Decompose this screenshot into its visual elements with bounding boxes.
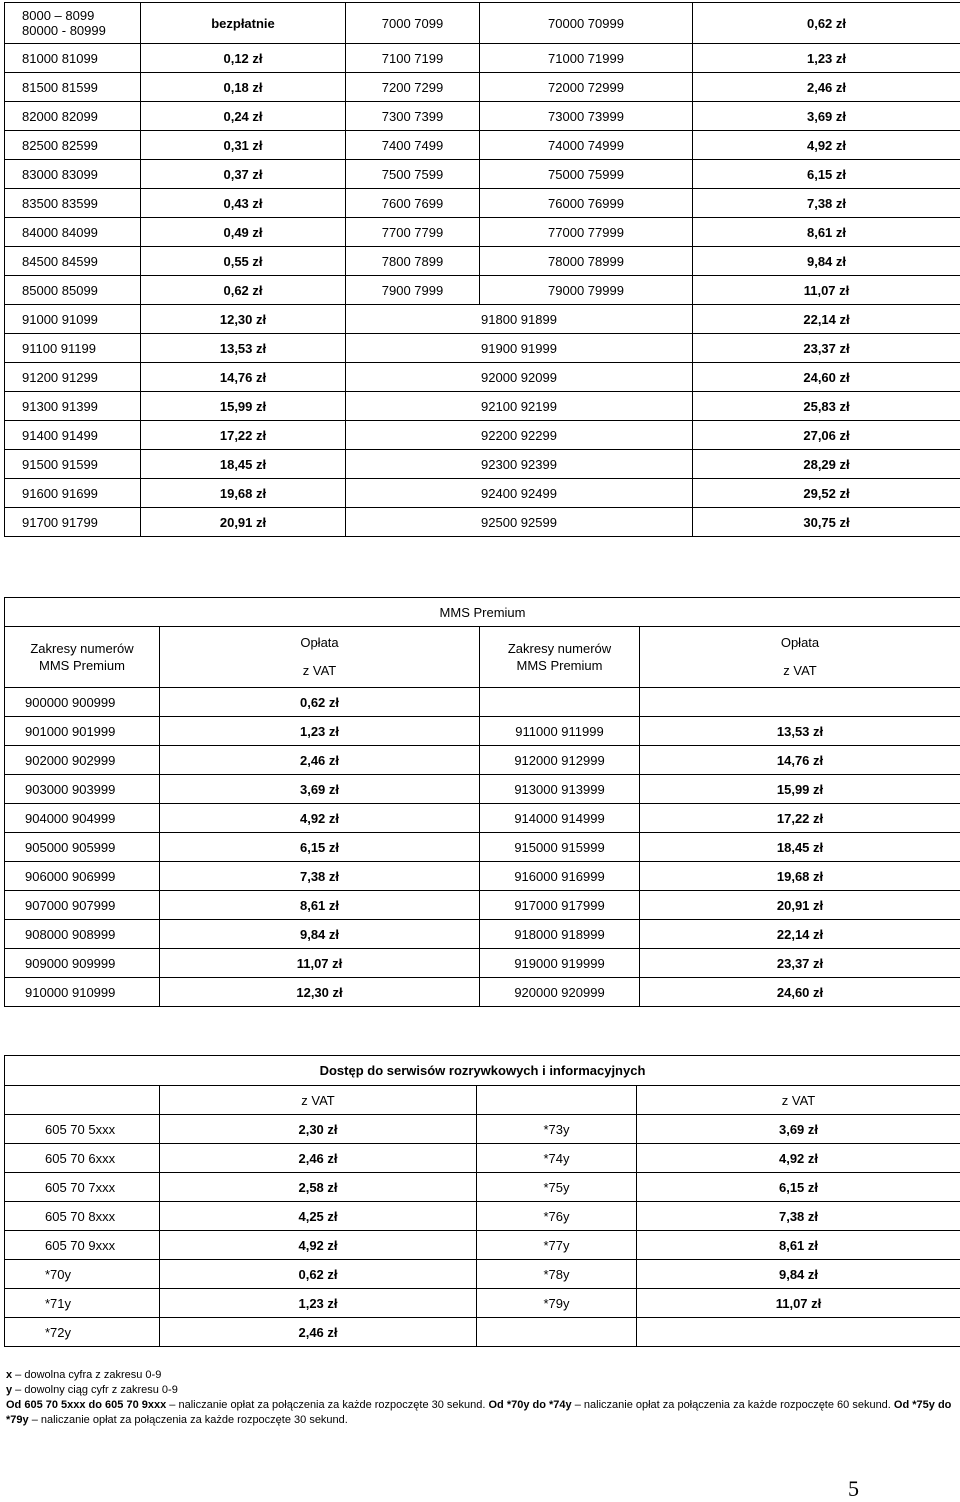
price-cell: 0,37 zł: [141, 160, 346, 189]
table-row: [5, 1318, 960, 1347]
number-range-cell: 920000 920999: [480, 978, 640, 1007]
price-cell: 20,91 zł: [640, 891, 960, 920]
empty-cell: [480, 688, 640, 717]
number-range-cell: 72000 72999: [480, 73, 693, 102]
price-cell: 13,53 zł: [141, 334, 346, 363]
price-cell: 17,22 zł: [640, 804, 960, 833]
number-range-cell: 92500 92599: [346, 508, 693, 537]
price-cell: 20,91 zł: [141, 508, 346, 537]
number-range-cell: 81000 81099: [5, 44, 141, 73]
footnote-y: [6, 1383, 956, 1398]
price-cell: 7,38 zł: [160, 862, 480, 891]
column-header-ranges: [480, 627, 640, 688]
price-cell: 0,49 zł: [141, 218, 346, 247]
header-line: MMS Premium: [5, 657, 159, 674]
number-range-cell: 92000 92099: [346, 363, 693, 392]
number-range-cell: 7700 7799: [346, 218, 480, 247]
number-range-cell: 91500 91599: [5, 450, 141, 479]
price-cell: 6,15 zł: [693, 160, 960, 189]
tariff-table-8xxx-7xxx-9xxx: [4, 2, 960, 537]
number-range-cell: 904000 904999: [5, 804, 160, 833]
price-cell: 8,61 zł: [160, 891, 480, 920]
column-header-fee: [640, 627, 960, 688]
number-range-cell: 92200 92299: [346, 421, 693, 450]
number-range-cell: 7900 7999: [346, 276, 480, 305]
price-cell: 15,99 zł: [640, 775, 960, 804]
number-range-cell: 82500 82599: [5, 131, 141, 160]
footnote-key: Od *75y do *79y: [6, 1399, 951, 1426]
column-header-ranges: [5, 627, 160, 688]
number-range-cell: 81500 81599: [5, 73, 141, 102]
table-row: [5, 978, 960, 1007]
number-range-cell: 70000 70999: [480, 3, 693, 44]
price-cell: 2,46 zł: [160, 1318, 477, 1347]
price-cell: 11,07 zł: [160, 949, 480, 978]
footnote-text: – dowolny ciąg cyfr z zakresu 0-9: [12, 1384, 178, 1396]
number-range-cell: 74000 74999: [480, 131, 693, 160]
footnote-billing: [6, 1398, 956, 1428]
price-cell: 27,06 zł: [693, 421, 960, 450]
price-cell: 23,37 zł: [693, 334, 960, 363]
price-cell: 9,84 zł: [637, 1260, 960, 1289]
service-number-cell: *77y: [477, 1231, 637, 1260]
table-row: [5, 102, 960, 131]
header-line: Zakresy numerów: [480, 640, 639, 657]
footnote-text: – naliczanie opłat za połączenia za każde rozpoczęte 30 sekund.: [29, 1414, 348, 1426]
price-cell: 4,92 zł: [160, 1231, 477, 1260]
number-range-cell: 71000 71999: [480, 44, 693, 73]
table-row: [5, 949, 960, 978]
price-cell: 3,69 zł: [693, 102, 960, 131]
price-cell: 17,22 zł: [141, 421, 346, 450]
price-cell: 0,31 zł: [141, 131, 346, 160]
number-range-cell: 73000 73999: [480, 102, 693, 131]
number-range-cell: 92300 92399: [346, 450, 693, 479]
number-range-cell: 7200 7299: [346, 73, 480, 102]
price-cell: 29,52 zł: [693, 479, 960, 508]
entertainment-services-table: [4, 1055, 960, 1347]
price-cell: 0,62 zł: [160, 1260, 477, 1289]
table-header-row: [5, 627, 960, 688]
table-row: [5, 717, 960, 746]
price-cell: 3,69 zł: [160, 775, 480, 804]
table-row: [5, 363, 960, 392]
number-range: 8000 – 8099: [22, 8, 140, 23]
table-row: [5, 891, 960, 920]
price-cell: 15,99 zł: [141, 392, 346, 421]
price-cell: 7,38 zł: [637, 1202, 960, 1231]
price-cell: 2,46 zł: [693, 73, 960, 102]
price-cell: 2,46 zł: [160, 746, 480, 775]
number-range-cell: 7100 7199: [346, 44, 480, 73]
number-range-cell: 900000 900999: [5, 688, 160, 717]
price-cell: 8,61 zł: [637, 1231, 960, 1260]
price-cell: 24,60 zł: [693, 363, 960, 392]
price-cell: 25,83 zł: [693, 392, 960, 421]
empty-cell: [5, 1086, 160, 1115]
price-cell: 0,62 zł: [693, 3, 960, 44]
table-row: [5, 920, 960, 949]
number-range-cell: 901000 901999: [5, 717, 160, 746]
price-cell: 2,58 zł: [160, 1173, 477, 1202]
price-cell: 6,15 zł: [637, 1173, 960, 1202]
number-range-cell: 7500 7599: [346, 160, 480, 189]
price-cell: 4,92 zł: [693, 131, 960, 160]
column-header-fee: z VAT: [637, 1086, 960, 1115]
column-header-fee: [160, 627, 480, 688]
number-range-cell: 7000 7099: [346, 3, 480, 44]
price-cell: 18,45 zł: [141, 450, 346, 479]
price-cell: 0,55 zł: [141, 247, 346, 276]
price-cell: 22,14 zł: [640, 920, 960, 949]
number-range-cell: 918000 918999: [480, 920, 640, 949]
service-number-cell: *71y: [5, 1289, 160, 1318]
price-cell: 18,45 zł: [640, 833, 960, 862]
table-row: [5, 1289, 960, 1318]
price-cell: 24,60 zł: [640, 978, 960, 1007]
number-range-cell: 92100 92199: [346, 392, 693, 421]
table-row: [5, 73, 960, 102]
number-range-cell: 91300 91399: [5, 392, 141, 421]
footnote-text: – dowolna cyfra z zakresu 0-9: [12, 1369, 161, 1381]
number-range-cell: 91900 91999: [346, 334, 693, 363]
table-row: [5, 508, 960, 537]
price-cell: 0,43 zł: [141, 189, 346, 218]
price-cell: 0,18 zł: [141, 73, 346, 102]
number-range-cell: 75000 75999: [480, 160, 693, 189]
table-row: [5, 862, 960, 891]
table-row: [5, 1231, 960, 1260]
table-row: [5, 131, 960, 160]
table-row: [5, 247, 960, 276]
number-range-cell: 91200 91299: [5, 363, 141, 392]
table-row: [5, 276, 960, 305]
header-line: z VAT: [640, 657, 960, 685]
number-range-cell: 91100 91199: [5, 334, 141, 363]
service-number-cell: *78y: [477, 1260, 637, 1289]
price-cell: 28,29 zł: [693, 450, 960, 479]
footnote-key: y: [6, 1384, 12, 1396]
price-cell: 4,92 zł: [637, 1144, 960, 1173]
price-cell: 4,25 zł: [160, 1202, 477, 1231]
number-range-cell: 910000 910999: [5, 978, 160, 1007]
table-row: [5, 775, 960, 804]
service-number-cell: 605 70 7xxx: [5, 1173, 160, 1202]
price-cell: 14,76 zł: [141, 363, 346, 392]
price-cell: 1,23 zł: [160, 717, 480, 746]
number-range-cell: 912000 912999: [480, 746, 640, 775]
service-number-cell: *75y: [477, 1173, 637, 1202]
service-number-cell: 605 70 5xxx: [5, 1115, 160, 1144]
number-range-cell: 7400 7499: [346, 131, 480, 160]
number-range-cell: 79000 79999: [480, 276, 693, 305]
price-cell: 14,76 zł: [640, 746, 960, 775]
price-cell: 30,75 zł: [693, 508, 960, 537]
service-number-cell: *72y: [5, 1318, 160, 1347]
price-cell: 0,62 zł: [141, 276, 346, 305]
service-number-cell: *76y: [477, 1202, 637, 1231]
price-cell: 0,62 zł: [160, 688, 480, 717]
header-line: z VAT: [160, 657, 479, 685]
price-cell: 7,38 zł: [693, 189, 960, 218]
number-range-cell: 907000 907999: [5, 891, 160, 920]
footnote-text: – naliczanie opłat za połączenia za każde rozpoczęte 60 sekund.: [572, 1399, 894, 1411]
table-row: [5, 1202, 960, 1231]
table-row: [5, 746, 960, 775]
footnote-text: – naliczanie opłat za połączenia za każde rozpoczęte 30 sekund.: [166, 1399, 488, 1411]
price-cell: 19,68 zł: [141, 479, 346, 508]
number-range-cell: 914000 914999: [480, 804, 640, 833]
service-number-cell: *70y: [5, 1260, 160, 1289]
number-range-cell: 915000 915999: [480, 833, 640, 862]
table-row: [5, 1173, 960, 1202]
footnote-x: [6, 1368, 956, 1383]
service-number-cell: 605 70 6xxx: [5, 1144, 160, 1173]
number-range-cell: 917000 917999: [480, 891, 640, 920]
service-number-cell: *73y: [477, 1115, 637, 1144]
service-number-cell: 605 70 8xxx: [5, 1202, 160, 1231]
number-range-cell: 91600 91699: [5, 479, 141, 508]
price-cell: 22,14 zł: [693, 305, 960, 334]
number-range-cell: 84000 84099: [5, 218, 141, 247]
number-range-cell: 7300 7399: [346, 102, 480, 131]
number-range-cell: 83500 83599: [5, 189, 141, 218]
table-row: [5, 305, 960, 334]
price-cell: 2,30 zł: [160, 1115, 477, 1144]
service-number-cell: [477, 1318, 637, 1347]
table-row: [5, 804, 960, 833]
table-title: MMS Premium: [5, 598, 960, 627]
number-range-cell: 84500 84599: [5, 247, 141, 276]
service-number-cell: *79y: [477, 1289, 637, 1318]
number-range-cell: 906000 906999: [5, 862, 160, 891]
number-range-cell: 916000 916999: [480, 862, 640, 891]
price-cell: 6,15 zł: [160, 833, 480, 862]
table-row: [5, 44, 960, 73]
price-cell: 11,07 zł: [637, 1289, 960, 1318]
price-cell: 23,37 zł: [640, 949, 960, 978]
table-row: [5, 1115, 960, 1144]
service-number-cell: *74y: [477, 1144, 637, 1173]
table-row: [5, 421, 960, 450]
number-range-cell: 909000 909999: [5, 949, 160, 978]
service-number-cell: 605 70 9xxx: [5, 1231, 160, 1260]
table-row: [5, 479, 960, 508]
column-header-fee: z VAT: [160, 1086, 477, 1115]
footnote-key: x: [6, 1369, 12, 1381]
price-cell: 2,46 zł: [160, 1144, 477, 1173]
price-cell: 1,23 zł: [693, 44, 960, 73]
price-cell: 1,23 zł: [160, 1289, 477, 1318]
price-cell: 12,30 zł: [141, 305, 346, 334]
number-range-cell: 83000 83099: [5, 160, 141, 189]
price-cell: 9,84 zł: [160, 920, 480, 949]
number-range-cell: 902000 902999: [5, 746, 160, 775]
price-cell: 0,12 zł: [141, 44, 346, 73]
price-cell: 12,30 zł: [160, 978, 480, 1007]
number-range-cell: 919000 919999: [480, 949, 640, 978]
number-range-cell: 92400 92499: [346, 479, 693, 508]
price-cell: 9,84 zł: [693, 247, 960, 276]
empty-cell: [477, 1086, 637, 1115]
header-line: Zakresy numerów: [5, 640, 159, 657]
price-cell: bezpłatnie: [141, 3, 346, 44]
table-row: [5, 1144, 960, 1173]
table-row: [5, 189, 960, 218]
table-row: [5, 688, 960, 717]
price-cell: 3,69 zł: [637, 1115, 960, 1144]
number-range-cell: 903000 903999: [5, 775, 160, 804]
table-row: [5, 1260, 960, 1289]
number-range-cell: 7600 7699: [346, 189, 480, 218]
price-cell: 11,07 zł: [693, 276, 960, 305]
number-range-cell: 85000 85099: [5, 276, 141, 305]
number-range-cell: 905000 905999: [5, 833, 160, 862]
header-line: MMS Premium: [480, 657, 639, 674]
page-number: 5: [848, 1476, 859, 1502]
price-cell: 19,68 zł: [640, 862, 960, 891]
number-range-cell: 91700 91799: [5, 508, 141, 537]
table-header-row: [5, 1086, 960, 1115]
number-range-cell: 82000 82099: [5, 102, 141, 131]
table-row: [5, 450, 960, 479]
empty-cell: [640, 688, 960, 717]
header-line: Opłata: [160, 629, 479, 657]
table-row: [5, 160, 960, 189]
price-cell: 8,61 zł: [693, 218, 960, 247]
number-range-cell: 911000 911999: [480, 717, 640, 746]
footnotes: [6, 1368, 956, 1428]
number-range-cell: 7800 7899: [346, 247, 480, 276]
header-line: Opłata: [640, 629, 960, 657]
table-title: Dostęp do serwisów rozrywkowych i informacyjnych: [5, 1056, 960, 1086]
number-range-cell: [5, 3, 141, 44]
price-cell: [637, 1318, 960, 1347]
table-row: [5, 334, 960, 363]
price-cell: 4,92 zł: [160, 804, 480, 833]
number-range-cell: 77000 77999: [480, 218, 693, 247]
table-title-row: [5, 1056, 960, 1086]
number-range-cell: 91000 91099: [5, 305, 141, 334]
number-range-cell: 78000 78999: [480, 247, 693, 276]
table-title-row: [5, 598, 960, 627]
number-range-cell: 91400 91499: [5, 421, 141, 450]
table-row: [5, 392, 960, 421]
footnote-key: Od *70y do *74y: [489, 1399, 572, 1411]
table-row: [5, 3, 960, 44]
number-range-cell: 908000 908999: [5, 920, 160, 949]
footnote-key: Od 605 70 5xxx do 605 70 9xxx: [6, 1399, 166, 1411]
number-range-cell: 76000 76999: [480, 189, 693, 218]
table-row: [5, 833, 960, 862]
number-range: 80000 - 80999: [22, 23, 140, 38]
mms-premium-table: [4, 597, 960, 1007]
price-cell: 0,24 zł: [141, 102, 346, 131]
number-range-cell: 91800 91899: [346, 305, 693, 334]
table-row: [5, 218, 960, 247]
price-cell: 13,53 zł: [640, 717, 960, 746]
number-range-cell: 913000 913999: [480, 775, 640, 804]
